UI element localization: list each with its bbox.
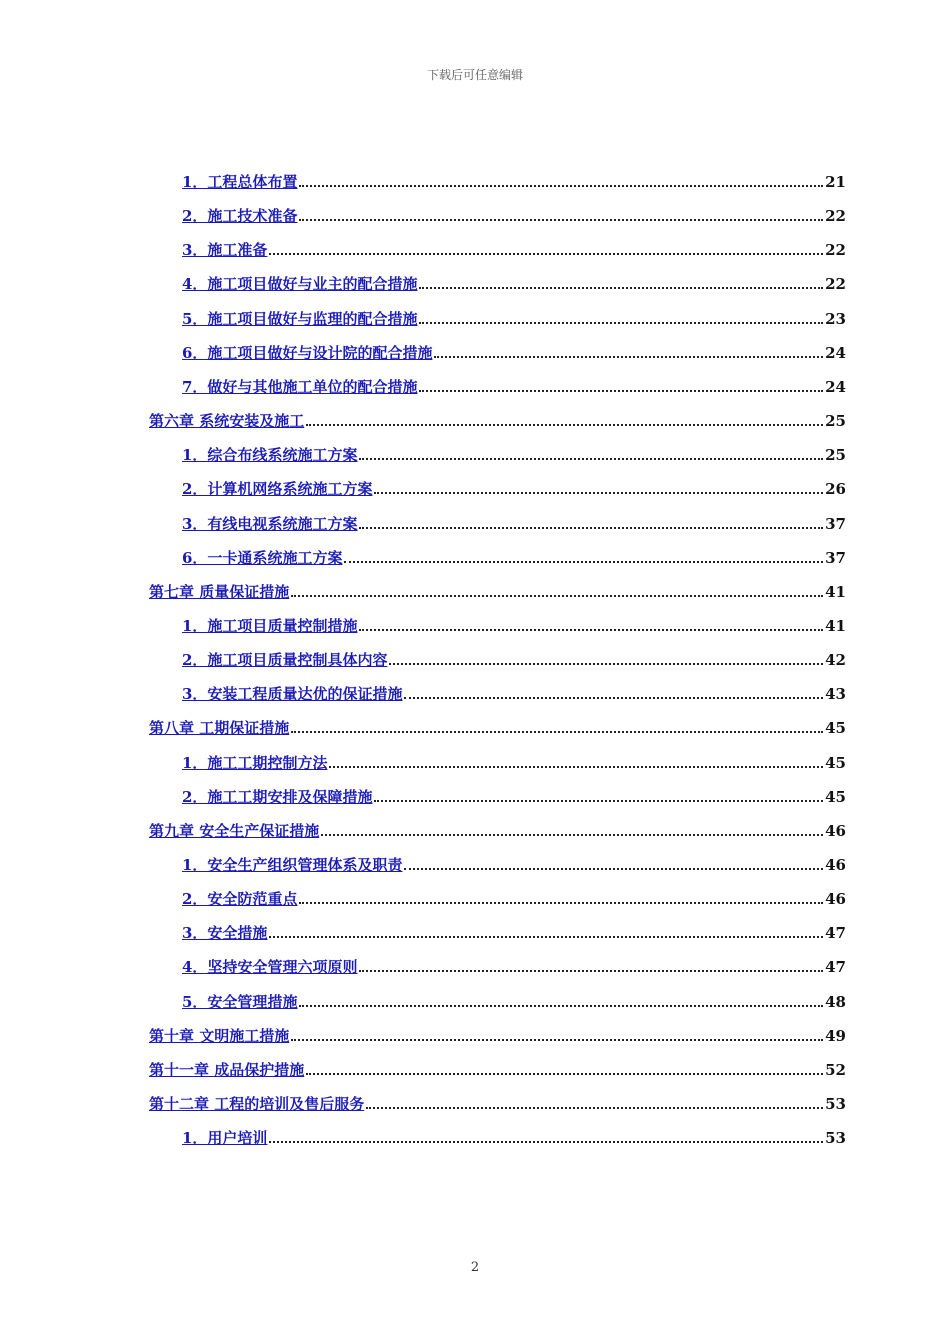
toc-chapter-entry[interactable] bbox=[149, 815, 846, 841]
toc-dot-leader bbox=[329, 766, 823, 768]
toc-entry-label[interactable]: 5．安全管理措施 bbox=[182, 992, 298, 1011]
toc-dot-leader bbox=[299, 902, 823, 904]
toc-entry-page-number: 47 bbox=[825, 924, 846, 943]
toc-dot-leader bbox=[374, 800, 823, 802]
toc-section-entry[interactable] bbox=[182, 337, 846, 363]
page-number: 2 bbox=[470, 1260, 480, 1275]
toc-section-entry[interactable] bbox=[182, 439, 846, 465]
toc-entry-label[interactable]: 6．一卡通系统施工方案 bbox=[182, 548, 343, 567]
toc-dot-leader bbox=[306, 424, 823, 426]
toc-section-entry[interactable] bbox=[182, 644, 846, 670]
toc-dot-leader bbox=[344, 561, 823, 563]
toc-dot-leader bbox=[269, 253, 823, 255]
toc-entry-page-number: 49 bbox=[825, 1026, 846, 1045]
toc-chapter-entry[interactable] bbox=[149, 712, 846, 738]
toc-entry-label[interactable]: 5．施工项目做好与监理的配合措施 bbox=[182, 309, 418, 328]
toc-entry-page-number: 46 bbox=[825, 856, 846, 874]
toc-section-entry[interactable] bbox=[182, 508, 846, 534]
toc-section-entry[interactable] bbox=[182, 303, 846, 329]
toc-entry-label[interactable]: 3．有线电视系统施工方案 bbox=[182, 514, 358, 533]
toc-dot-leader bbox=[291, 595, 823, 597]
toc-entry-page-number: 48 bbox=[825, 992, 846, 1011]
toc-entry-label[interactable]: 第六章 系统安装及施工 bbox=[149, 412, 305, 431]
toc-dot-leader bbox=[404, 868, 823, 870]
toc-dot-leader bbox=[359, 527, 823, 529]
toc-section-entry[interactable] bbox=[182, 747, 846, 773]
toc-entry-page-number: 42 bbox=[825, 651, 846, 670]
toc-dot-leader bbox=[269, 1141, 823, 1143]
toc-section-entry[interactable] bbox=[182, 200, 846, 226]
toc-entry-page-number: 52 bbox=[825, 1060, 846, 1079]
toc-entry-label[interactable]: 3．安装工程质量达优的保证措施 bbox=[182, 685, 403, 704]
toc-entry-page-number: 41 bbox=[825, 582, 846, 601]
toc-dot-leader bbox=[419, 287, 823, 289]
toc-section-entry[interactable] bbox=[182, 371, 846, 397]
toc-entry-page-number: 37 bbox=[825, 514, 846, 533]
toc-dot-leader bbox=[434, 356, 823, 358]
toc-section-entry[interactable] bbox=[182, 951, 846, 977]
toc-section-entry[interactable] bbox=[182, 473, 846, 499]
toc-section-entry[interactable] bbox=[182, 234, 846, 260]
toc-entry-page-number: 25 bbox=[825, 412, 846, 431]
toc-entry-page-number: 22 bbox=[825, 275, 846, 294]
toc-dot-leader bbox=[291, 731, 823, 733]
toc-section-entry[interactable] bbox=[182, 781, 846, 807]
toc-dot-leader bbox=[299, 1005, 823, 1007]
toc-entry-label[interactable]: 1．综合布线系统施工方案 bbox=[182, 446, 358, 465]
toc-entry-label[interactable]: 1．安全生产组织管理体系及职责 bbox=[182, 856, 403, 874]
toc-section-entry[interactable] bbox=[182, 849, 846, 875]
toc-entry-page-number: 53 bbox=[825, 1095, 846, 1114]
toc-entry-label[interactable]: 2．施工技术准备 bbox=[182, 207, 298, 226]
toc-entry-page-number: 23 bbox=[825, 309, 846, 328]
toc-dot-leader bbox=[359, 970, 823, 972]
toc-entry-label[interactable]: 2．计算机网络系统施工方案 bbox=[182, 480, 373, 499]
toc-entry-label[interactable]: 4．施工项目做好与业主的配合措施 bbox=[182, 275, 418, 294]
toc-dot-leader bbox=[374, 492, 823, 494]
toc-section-entry[interactable] bbox=[182, 542, 846, 568]
toc-entry-page-number: 47 bbox=[825, 958, 846, 977]
toc-entry-label[interactable]: 1．施工项目质量控制措施 bbox=[182, 616, 358, 635]
toc-section-entry[interactable] bbox=[182, 166, 846, 192]
toc-entry-page-number: 45 bbox=[825, 719, 846, 738]
toc-entry-page-number: 46 bbox=[825, 890, 846, 909]
toc-entry-page-number: 46 bbox=[825, 821, 846, 840]
toc-section-entry[interactable] bbox=[182, 678, 846, 704]
toc-entry-label[interactable]: 6．施工项目做好与设计院的配合措施 bbox=[182, 343, 433, 362]
toc-chapter-entry[interactable] bbox=[149, 1054, 846, 1080]
toc-section-entry[interactable] bbox=[182, 1122, 846, 1148]
toc-chapter-entry[interactable] bbox=[149, 1020, 846, 1046]
toc-entry-label[interactable]: 2．安全防范重点 bbox=[182, 890, 298, 909]
toc-entry-label[interactable]: 1．施工工期控制方法 bbox=[182, 753, 328, 772]
toc-dot-leader bbox=[419, 322, 823, 324]
toc-entry-label[interactable]: 第九章 安全生产保证措施 bbox=[149, 821, 320, 840]
toc-entry-page-number: 25 bbox=[825, 446, 846, 465]
toc-dot-leader bbox=[269, 936, 823, 938]
page-header: 下载后可任意编辑 bbox=[426, 68, 523, 82]
toc-entry-label[interactable]: 2．施工工期安排及保障措施 bbox=[182, 787, 373, 806]
toc-entry-label[interactable]: 1．用户培训 bbox=[182, 1129, 268, 1148]
toc-entry-label[interactable]: 第十一章 成品保护措施 bbox=[149, 1060, 305, 1079]
toc-section-entry[interactable] bbox=[182, 986, 846, 1012]
toc-dot-leader bbox=[299, 219, 823, 221]
toc-dot-leader bbox=[299, 185, 823, 187]
toc-entry-page-number: 53 bbox=[825, 1129, 846, 1148]
toc-entry-page-number: 24 bbox=[825, 343, 846, 362]
toc-dot-leader bbox=[389, 663, 823, 665]
toc-chapter-entry[interactable] bbox=[149, 1088, 846, 1114]
toc-entry-page-number: 26 bbox=[825, 480, 846, 499]
toc-entry-page-number: 22 bbox=[825, 207, 846, 226]
toc-section-entry[interactable] bbox=[182, 917, 846, 943]
toc-entry-label[interactable]: 第七章 质量保证措施 bbox=[149, 582, 290, 601]
toc-dot-leader bbox=[359, 458, 823, 460]
toc-section-entry[interactable] bbox=[182, 883, 846, 909]
toc-entry-label[interactable]: 2．施工项目质量控制具体内容 bbox=[182, 651, 388, 670]
toc-entry-label[interactable]: 3．安全措施 bbox=[182, 924, 268, 943]
toc-entry-page-number: 24 bbox=[825, 377, 846, 396]
toc-chapter-entry[interactable] bbox=[149, 405, 846, 431]
toc-dot-leader bbox=[291, 1039, 823, 1041]
toc-entry-label[interactable]: 4．坚持安全管理六项原则 bbox=[182, 958, 358, 977]
toc-entry-page-number: 45 bbox=[825, 753, 846, 772]
toc-entry-page-number: 41 bbox=[825, 616, 846, 635]
toc-entry-page-number: 37 bbox=[825, 548, 846, 567]
toc-dot-leader bbox=[419, 390, 823, 392]
toc-entry-page-number: 21 bbox=[825, 173, 846, 191]
toc-dot-leader bbox=[321, 834, 823, 836]
toc-section-entry[interactable] bbox=[182, 268, 846, 294]
toc-entry-page-number: 45 bbox=[825, 787, 846, 806]
toc-entry-label[interactable]: 第八章 工期保证措施 bbox=[149, 719, 290, 738]
toc-chapter-entry[interactable] bbox=[149, 576, 846, 602]
toc-entry-label[interactable]: 1．工程总体布置 bbox=[182, 173, 298, 191]
toc-dot-leader bbox=[359, 629, 823, 631]
toc-entry-label[interactable]: 7．做好与其他施工单位的配合措施 bbox=[182, 377, 418, 396]
toc-dot-leader bbox=[404, 697, 823, 699]
toc-entry-label[interactable]: 第十二章 工程的培训及售后服务 bbox=[149, 1095, 365, 1114]
toc-dot-leader bbox=[306, 1073, 823, 1075]
toc-entry-label[interactable]: 3．施工准备 bbox=[182, 241, 268, 260]
toc-dot-leader bbox=[366, 1107, 823, 1109]
toc-entry-page-number: 43 bbox=[825, 685, 846, 704]
toc-section-entry[interactable] bbox=[182, 610, 846, 636]
toc-entry-label[interactable]: 第十章 文明施工措施 bbox=[149, 1026, 290, 1045]
toc-entry-page-number: 22 bbox=[825, 241, 846, 260]
